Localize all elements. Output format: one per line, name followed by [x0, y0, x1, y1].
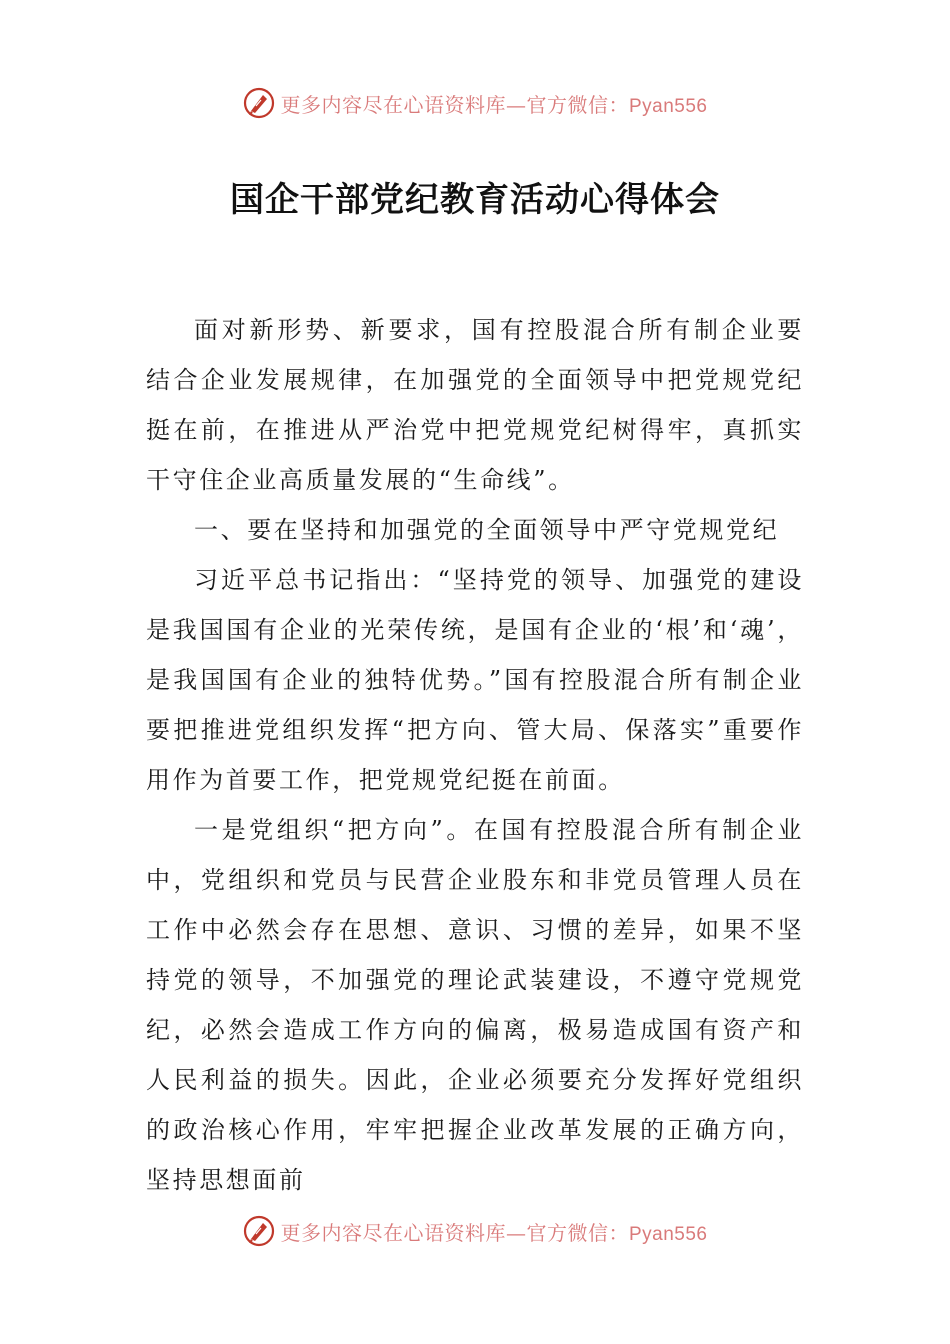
watermark-banner-top [0, 83, 950, 123]
wechat-id: Pyan556 [628, 1223, 708, 1245]
document-body [146, 305, 804, 1205]
wechat-id: Pyan556 [628, 95, 708, 117]
watermark-banner-bottom [0, 1211, 950, 1251]
paragraph-direction: 一是党组织“把方向”。在国有控股混合所有制企业中，党组织和党员与民营企业股东和非党员管理人员在工作中必然会存在思想、意识、习惯的差异，如果不坚持党的领导，不加强党的理论武装建设，不遵守党规党纪，必然会造成工作方向的偏离，极易造成国有资产和人民利益的损失。因此，企业必须要充分发挥好党组织的政治核心作用，牢牢把握企业改革发展的正确方向，坚持思想面前 [146, 816, 804, 1194]
watermark-text: 更多内容尽在心语资料库—官方微信：Pyan556 [280, 92, 708, 117]
section-heading-1: 一、要在坚持和加强党的全面领导中严守党规党纪 [194, 516, 780, 544]
paragraph-quote: 习近平总书记指出：“坚持党的领导、加强党的建设是我国国有企业的光荣传统，是国有企业的‘根’和‘魂’，是我国国有企业的独特优势。”国有控股混合所有制企业要把推进党组织发挥“把方向、管大局、保落实”重要作用作为首要工作，把党规党纪挺在前面。 [146, 566, 804, 794]
paragraph-intro: 面对新形势、新要求，国有控股混合所有制企业要结合企业发展规律，在加强党的全面领导中把党规党纪挺在前，在推进从严治党中把党规党纪树得牢，真抓实干守住企业高质量发展的“生命线”。 [146, 316, 804, 494]
pen-nib-icon [242, 86, 276, 120]
pen-nib-icon [242, 1214, 276, 1248]
watermark-text: 更多内容尽在心语资料库—官方微信：Pyan556 [280, 1220, 708, 1245]
document-title: 国企干部党纪教育活动心得体会 [230, 180, 720, 220]
